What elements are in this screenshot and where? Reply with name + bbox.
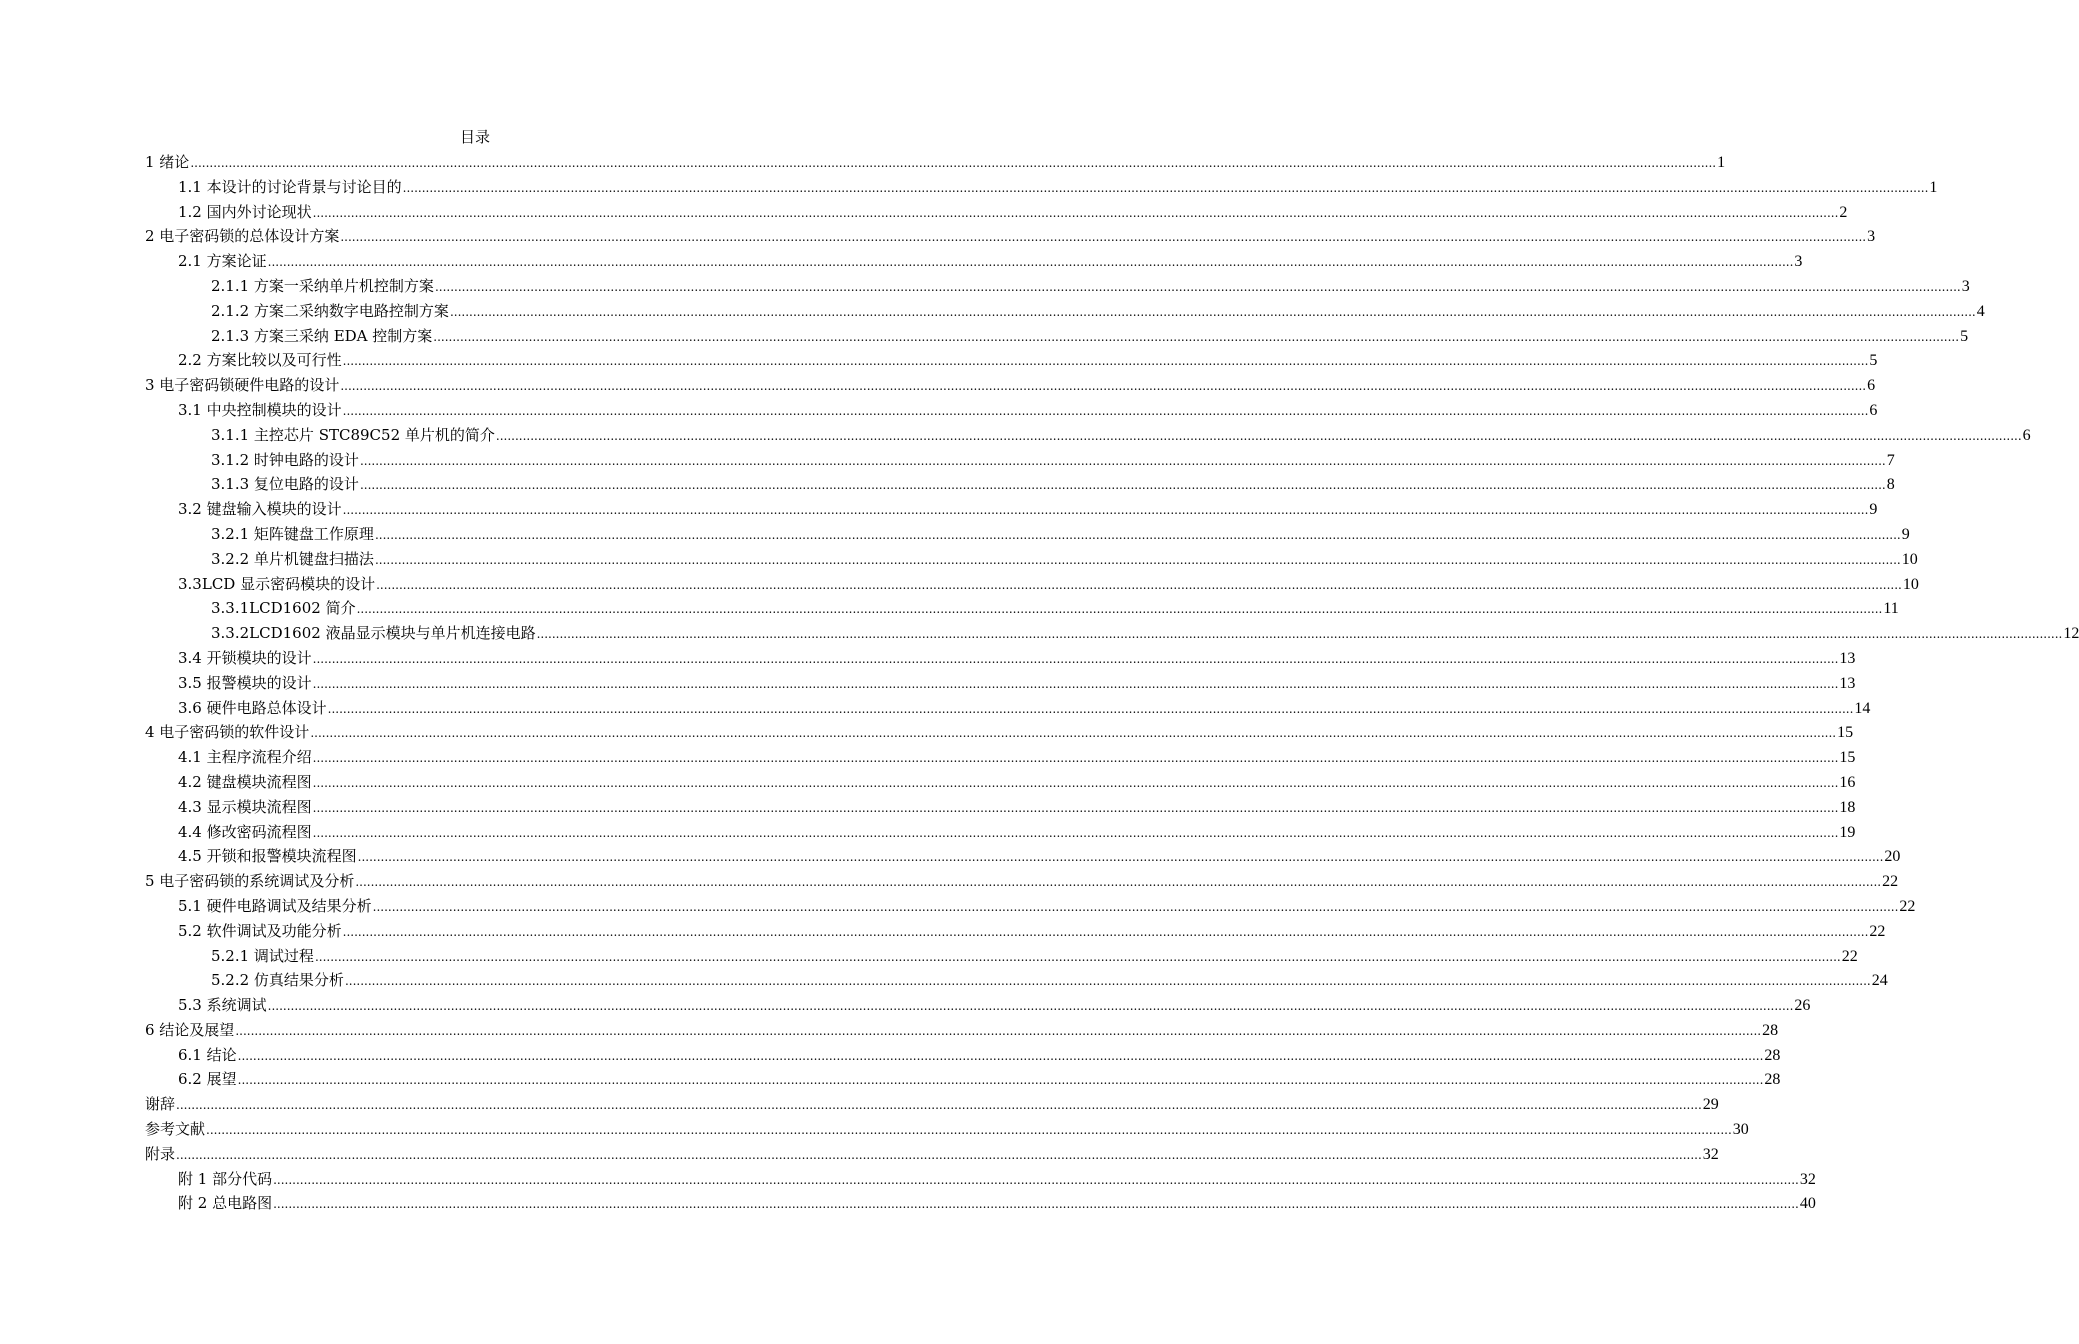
toc-dot-leader: ................................................................................................................................................................................................................................................................................................................................................................................................................ [312, 800, 1839, 815]
toc-entry-label: 附录 [145, 1144, 176, 1163]
toc-entry[interactable] [145, 200, 1848, 225]
toc-dot-leader: ................................................................................................................................................................................................................................................................................................................................................................................................................ [356, 602, 1883, 617]
toc-dot-leader: ................................................................................................................................................................................................................................................................................................................................................................................................................ [310, 726, 1837, 741]
toc-dot-leader: ................................................................................................................................................................................................................................................................................................................................................................................................................ [312, 825, 1839, 840]
toc-entry[interactable] [145, 274, 1970, 299]
toc-entry-label: 4.3 显示模块流程图 [178, 797, 312, 816]
toc-dot-leader: ................................................................................................................................................................................................................................................................................................................................................................................................................ [237, 1048, 1764, 1063]
toc-entry[interactable] [145, 150, 1726, 175]
toc-entry-label: 3.3LCD 显示密码模块的设计 [178, 574, 376, 593]
toc-entry-label: 5.2 软件调试及功能分析 [178, 921, 342, 940]
toc-entry-label: 3.1 中央控制模块的设计 [178, 400, 342, 419]
toc-entry[interactable] [145, 522, 1910, 547]
toc-entry[interactable] [145, 1092, 1719, 1117]
toc-page-number: 10 [1901, 550, 1918, 568]
toc-page-number: 15 [1839, 749, 1856, 767]
toc-entry[interactable] [145, 720, 1854, 745]
toc-page-number: 2 [1839, 203, 1848, 221]
toc-page-number: 6 [2022, 426, 2031, 444]
toc-entry[interactable] [145, 869, 1899, 894]
toc-entry[interactable] [145, 348, 1878, 373]
toc-entry-label: 3.4 开锁模块的设计 [178, 648, 312, 667]
toc-dot-leader: ................................................................................................................................................................................................................................................................................................................................................................................................................ [342, 924, 1869, 939]
toc-entry-label: 4.2 键盘模块流程图 [178, 772, 312, 791]
toc-entry[interactable] [145, 1191, 1816, 1216]
toc-entry[interactable] [145, 448, 1895, 473]
toc-dot-leader: ................................................................................................................................................................................................................................................................................................................................................................................................................ [434, 279, 1961, 294]
toc-page-number: 15 [1837, 724, 1854, 742]
toc-dot-leader: ................................................................................................................................................................................................................................................................................................................................................................................................................ [342, 354, 1869, 369]
toc-entry-label: 2.1 方案论证 [178, 252, 267, 271]
toc-entry-label: 5.2.2 仿真结果分析 [211, 971, 344, 990]
toc-dot-leader: ................................................................................................................................................................................................................................................................................................................................................................................................................ [314, 949, 1841, 964]
toc-entry[interactable] [145, 968, 1888, 993]
toc-page-number: 20 [1884, 848, 1901, 866]
toc-entry-label: 5.3 系统调试 [178, 996, 267, 1015]
toc-entry-label: 2.2 方案比较以及可行性 [178, 351, 342, 370]
toc-entry-label: 附 2 总电路图 [178, 1194, 273, 1213]
toc-entry-label: 2.1.2 方案二采纳数字电路控制方案 [211, 301, 449, 320]
toc-dot-leader: ................................................................................................................................................................................................................................................................................................................................................................................................................ [176, 1147, 1702, 1162]
toc-entry[interactable] [145, 547, 1918, 572]
toc-entry-label: 参考文献 [145, 1120, 206, 1139]
toc-entry[interactable] [145, 1167, 1816, 1192]
toc-page-number: 32 [1799, 1170, 1816, 1188]
toc-dot-leader: ................................................................................................................................................................................................................................................................................................................................................................................................................ [312, 651, 1839, 666]
toc-page-number: 4 [1976, 302, 1985, 320]
toc-entry-label: 2 电子密码锁的总体设计方案 [145, 227, 340, 246]
toc-entry-label: 6 结论及展望 [145, 1020, 235, 1039]
toc-dot-leader: ................................................................................................................................................................................................................................................................................................................................................................................................................ [312, 676, 1839, 691]
toc-page-number: 3 [1867, 228, 1876, 246]
toc-dot-leader: ................................................................................................................................................................................................................................................................................................................................................................................................................ [235, 1023, 1762, 1038]
toc-dot-leader: ................................................................................................................................................................................................................................................................................................................................................................................................................ [273, 1172, 1799, 1187]
table-of-contents [145, 150, 2079, 1216]
toc-page-number: 22 [1869, 922, 1886, 940]
toc-dot-leader: ................................................................................................................................................................................................................................................................................................................................................................................................................ [312, 775, 1839, 790]
toc-dot-leader: ................................................................................................................................................................................................................................................................................................................................................................................................................ [536, 627, 2063, 642]
toc-page-number: 40 [1799, 1195, 1816, 1213]
toc-entry[interactable] [145, 472, 1895, 497]
toc-entry[interactable] [145, 671, 1856, 696]
toc-dot-leader: ................................................................................................................................................................................................................................................................................................................................................................................................................ [312, 751, 1839, 766]
toc-entry-label: 3.5 报警模块的设计 [178, 673, 312, 692]
toc-page-number: 28 [1764, 1071, 1781, 1089]
toc-entry-label: 2.1.1 方案一采纳单片机控制方案 [211, 276, 434, 295]
toc-dot-leader: ................................................................................................................................................................................................................................................................................................................................................................................................................ [342, 403, 1869, 418]
toc-dot-leader: ................................................................................................................................................................................................................................................................................................................................................................................................................ [355, 875, 1882, 890]
toc-page-number: 26 [1794, 997, 1811, 1015]
toc-page-number: 30 [1732, 1121, 1749, 1139]
toc-entry[interactable] [145, 621, 2079, 646]
toc-entry[interactable] [145, 175, 1938, 200]
toc-dot-leader: ................................................................................................................................................................................................................................................................................................................................................................................................................ [312, 205, 1839, 220]
toc-entry[interactable] [145, 373, 1876, 398]
toc-entry-label: 3.2 键盘输入模块的设计 [178, 500, 342, 519]
toc-page-number: 13 [1839, 649, 1856, 667]
toc-entry-label: 1.2 国内外讨论现状 [178, 202, 312, 221]
toc-entry[interactable] [145, 1142, 1719, 1167]
toc-dot-leader: ................................................................................................................................................................................................................................................................................................................................................................................................................ [340, 379, 1867, 394]
toc-page-number: 9 [1901, 525, 1910, 543]
toc-entry-label: 6.1 结论 [178, 1045, 237, 1064]
toc-dot-leader: ................................................................................................................................................................................................................................................................................................................................................................................................................ [237, 1073, 1764, 1088]
toc-page-number: 13 [1839, 674, 1856, 692]
toc-page-number: 1 [1929, 178, 1938, 196]
toc-entry-label: 1.1 本设计的讨论背景与讨论目的 [178, 177, 402, 196]
toc-entry-label: 3.3.1LCD1602 简介 [211, 599, 356, 618]
toc-entry[interactable] [145, 795, 1856, 820]
toc-page-number: 9 [1869, 501, 1878, 519]
toc-dot-leader: ................................................................................................................................................................................................................................................................................................................................................................................................................ [340, 230, 1867, 245]
toc-page-number: 12 [2063, 625, 2079, 643]
toc-entry-label: 4 电子密码锁的软件设计 [145, 723, 310, 742]
toc-page-number: 29 [1702, 1096, 1719, 1114]
toc-entry-label: 5.1 硬件电路调试及结果分析 [178, 896, 372, 915]
toc-entry-label: 5.2.1 调试过程 [211, 946, 314, 965]
toc-entry[interactable] [145, 497, 1878, 522]
toc-dot-leader: ................................................................................................................................................................................................................................................................................................................................................................................................................ [402, 180, 1929, 195]
toc-page-number: 22 [1841, 947, 1858, 965]
toc-entry-label: 2.1.3 方案三采纳 EDA 控制方案 [211, 326, 433, 345]
toc-page-number: 3 [1961, 277, 1970, 295]
toc-entry[interactable] [145, 596, 1899, 621]
toc-dot-leader: ................................................................................................................................................................................................................................................................................................................................................................................................................ [359, 478, 1886, 493]
toc-entry[interactable] [145, 572, 1919, 597]
toc-entry[interactable] [145, 844, 1901, 869]
toc-page-number: 24 [1871, 972, 1888, 990]
toc-entry-label: 6.2 展望 [178, 1070, 237, 1089]
toc-entry-label: 4.4 修改密码流程图 [178, 822, 312, 841]
toc-entry[interactable] [145, 745, 1856, 770]
toc-dot-leader: ................................................................................................................................................................................................................................................................................................................................................................................................................ [176, 1098, 1702, 1113]
toc-page-number: 28 [1762, 1021, 1779, 1039]
toc-page-number: 22 [1882, 873, 1899, 891]
toc-dot-leader: ................................................................................................................................................................................................................................................................................................................................................................................................................ [357, 850, 1884, 865]
toc-entry[interactable] [145, 919, 1886, 944]
toc-entry[interactable] [145, 820, 1856, 845]
toc-page-number: 16 [1839, 773, 1856, 791]
toc-entry[interactable] [145, 324, 1969, 349]
toc-entry-label: 3.6 硬件电路总体设计 [178, 698, 327, 717]
toc-entry-label: 3 电子密码锁硬件电路的设计 [145, 376, 340, 395]
toc-dot-leader: ................................................................................................................................................................................................................................................................................................................................................................................................................ [374, 552, 1901, 567]
toc-entry[interactable] [145, 249, 1803, 274]
toc-page-number: 3 [1794, 253, 1803, 271]
toc-entry-label: 3.3.2LCD1602 液晶显示模块与单片机连接电路 [211, 624, 536, 643]
toc-page-number: 7 [1886, 451, 1895, 469]
toc-page-number: 8 [1886, 476, 1895, 494]
toc-entry[interactable] [145, 944, 1858, 969]
toc-entry-label: 3.2.2 单片机键盘扫描法 [211, 549, 374, 568]
toc-dot-leader: ................................................................................................................................................................................................................................................................................................................................................................................................................ [273, 1197, 1799, 1212]
toc-entry-label: 3.1.2 时钟电路的设计 [211, 450, 359, 469]
toc-entry-label: 5 电子密码锁的系统调试及分析 [145, 872, 355, 891]
toc-page-number: 14 [1854, 699, 1871, 717]
toc-dot-leader: ................................................................................................................................................................................................................................................................................................................................................................................................................ [433, 329, 1960, 344]
toc-entry-label: 3.1.3 复位电路的设计 [211, 475, 359, 494]
toc-page-number: 5 [1869, 352, 1878, 370]
toc-dot-leader: ................................................................................................................................................................................................................................................................................................................................................................................................................ [327, 701, 1854, 716]
toc-entry-label: 3.1.1 主控芯片 STC89C52 单片机的简介 [211, 425, 495, 444]
toc-page-number: 28 [1764, 1046, 1781, 1064]
toc-entry[interactable] [145, 894, 1916, 919]
toc-entry[interactable] [145, 1067, 1781, 1092]
toc-entry[interactable] [145, 770, 1856, 795]
toc-page-number: 11 [1883, 600, 1899, 618]
toc-page-number: 1 [1717, 154, 1726, 171]
toc-entry[interactable] [145, 423, 2031, 448]
toc-dot-leader: ................................................................................................................................................................................................................................................................................................................................................................................................................ [206, 1123, 1732, 1138]
toc-page-number: 22 [1899, 897, 1916, 915]
toc-entry[interactable] [145, 299, 1985, 324]
toc-page-number: 5 [1960, 327, 1969, 345]
toc-entry[interactable] [145, 993, 1811, 1018]
toc-page-number: 32 [1702, 1145, 1719, 1163]
toc-dot-leader: ................................................................................................................................................................................................................................................................................................................................................................................................................ [190, 156, 1717, 170]
toc-entry[interactable] [145, 224, 1876, 249]
toc-dot-leader: ................................................................................................................................................................................................................................................................................................................................................................................................................ [449, 304, 1976, 319]
toc-page-number: 10 [1902, 575, 1919, 593]
toc-entry[interactable] [145, 1117, 1749, 1142]
toc-dot-leader: ................................................................................................................................................................................................................................................................................................................................................................................................................ [267, 999, 1794, 1014]
toc-page-number: 6 [1869, 401, 1878, 419]
toc-entry-label: 4.1 主程序流程介绍 [178, 748, 312, 767]
toc-entry[interactable] [145, 696, 1871, 721]
toc-dot-leader: ................................................................................................................................................................................................................................................................................................................................................................................................................ [374, 527, 1901, 542]
toc-entry[interactable] [145, 646, 1856, 671]
toc-dot-leader: ................................................................................................................................................................................................................................................................................................................................................................................................................ [342, 503, 1869, 518]
toc-entry[interactable] [145, 398, 1878, 423]
toc-entry-label: 附 1 部分代码 [178, 1169, 273, 1188]
toc-dot-leader: ................................................................................................................................................................................................................................................................................................................................................................................................................ [267, 255, 1794, 270]
toc-dot-leader: ................................................................................................................................................................................................................................................................................................................................................................................................................ [359, 453, 1886, 468]
toc-page-number: 19 [1839, 823, 1856, 841]
toc-page-number: 18 [1839, 798, 1856, 816]
toc-entry-label: 谢辞 [145, 1095, 176, 1114]
toc-entry[interactable] [145, 1043, 1781, 1068]
toc-entry-label: 1 绪论 [145, 153, 190, 171]
toc-entry[interactable] [145, 1018, 1779, 1043]
toc-dot-leader: ................................................................................................................................................................................................................................................................................................................................................................................................................ [495, 428, 2022, 443]
toc-dot-leader: ................................................................................................................................................................................................................................................................................................................................................................................................................ [372, 899, 1899, 914]
toc-entry-label: 4.5 开锁和报警模块流程图 [178, 847, 357, 866]
toc-title: 目录 [459, 128, 490, 146]
toc-entry-label: 3.2.1 矩阵键盘工作原理 [211, 524, 374, 543]
toc-dot-leader: ................................................................................................................................................................................................................................................................................................................................................................................................................ [344, 974, 1871, 989]
toc-page-number: 6 [1867, 377, 1876, 395]
toc-dot-leader: ................................................................................................................................................................................................................................................................................................................................................................................................................ [376, 577, 1902, 592]
